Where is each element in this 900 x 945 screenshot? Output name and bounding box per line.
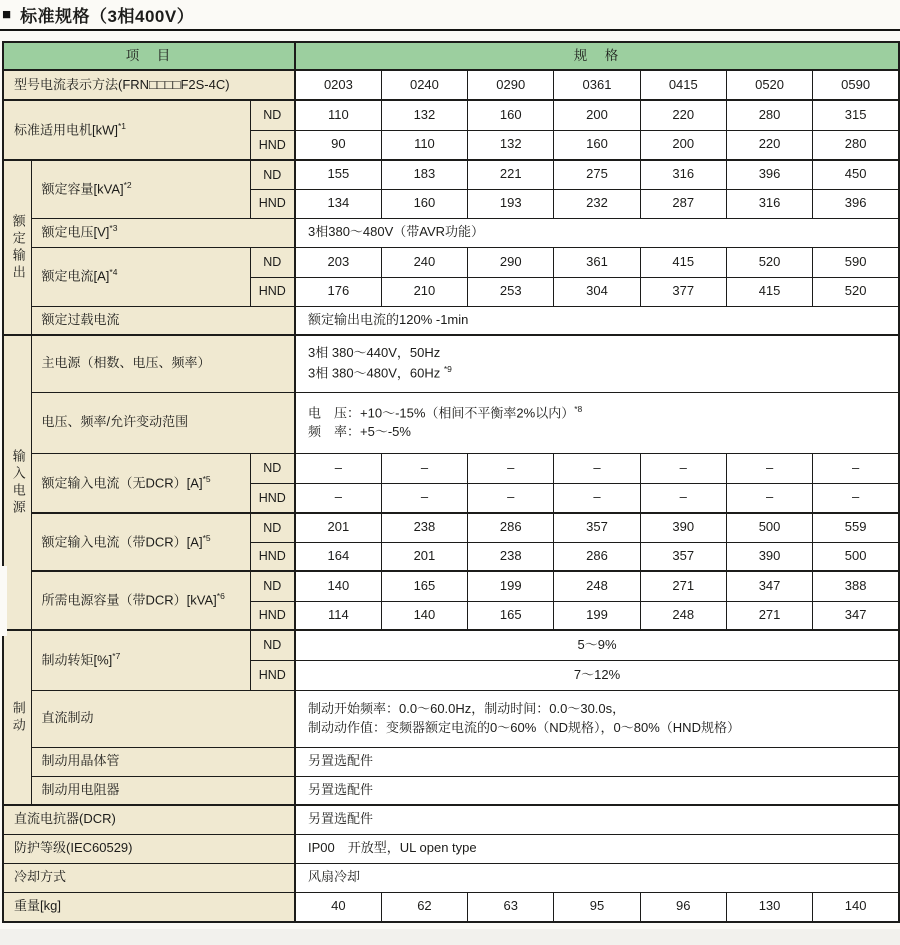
spec-value-cell: 40 [295, 892, 381, 922]
row-braking-torque-nd [3, 630, 899, 660]
row-label-dc-reactor: 直流电抗器(DCR) [3, 805, 295, 834]
spec-value-cell: 238 [381, 513, 467, 542]
mains-line2: 3相 380～480V，60Hz $^{*9}$ [308, 364, 452, 381]
hnd-cell: HND [250, 660, 295, 690]
spec-value-cell: 316 [726, 189, 812, 218]
row-protection [3, 834, 899, 863]
spec-value-cell: 200 [640, 130, 726, 160]
row-overload [3, 306, 899, 335]
braking-torque-nd-value: 5～9% [295, 630, 899, 660]
spec-value-cell: – [726, 453, 812, 483]
row-label-capacity: 额定容量[kVA]$^{*2}$ [31, 160, 250, 218]
page-title-bar [0, 0, 900, 31]
row-required-nd [3, 571, 899, 601]
spec-value-cell: 132 [468, 130, 554, 160]
spec-value-cell: – [295, 453, 381, 483]
hnd-cell: HND [250, 601, 295, 630]
row-label-overload: 额定过载电流 [31, 306, 295, 335]
scan-artifact [0, 566, 7, 636]
row-cooling [3, 863, 899, 892]
protection-value: IP00 开放型，UL open type [295, 834, 899, 863]
spec-value-cell: 63 [468, 892, 554, 922]
spec-value-cell: 232 [554, 189, 640, 218]
row-label-protection: 防护等级(IEC60529) [3, 834, 295, 863]
spec-value-cell: 271 [640, 571, 726, 601]
row-label-model: 型号电流表示方法(FRN□□□□F2S-4C) [3, 70, 295, 100]
row-input-dcr-nd [3, 513, 899, 542]
spec-value-cell: 304 [554, 277, 640, 306]
spec-value-cell: 110 [295, 100, 381, 130]
spec-value-cell: 201 [295, 513, 381, 542]
spec-value-cell: 221 [468, 160, 554, 189]
spec-value-cell: 160 [554, 130, 640, 160]
row-capacity-nd [3, 160, 899, 189]
row-label-weight: 重量[kg] [3, 892, 295, 922]
spec-value-cell: – [468, 483, 554, 513]
spec-value-cell: – [640, 453, 726, 483]
spec-value-cell: 90 [295, 130, 381, 160]
row-mains [3, 335, 899, 392]
spec-value-cell: 280 [726, 100, 812, 130]
page-bottom-strip [0, 929, 900, 945]
spec-value-cell: 248 [554, 571, 640, 601]
spec-value-cell: 200 [554, 100, 640, 130]
mains-value [295, 335, 899, 392]
header-item: 项 目 [3, 42, 295, 70]
row-label-braking-resistor: 制动用电阻器 [31, 776, 295, 805]
spec-value-cell: – [554, 453, 640, 483]
spec-value-cell: 183 [381, 160, 467, 189]
spec-value-cell: 390 [640, 513, 726, 542]
spec-value-cell: 280 [813, 130, 899, 160]
nd-cell: ND [250, 571, 295, 601]
row-motor-nd [3, 100, 899, 130]
spec-value-cell: 248 [640, 601, 726, 630]
spec-value-cell: – [554, 483, 640, 513]
spec-value-cell: – [381, 483, 467, 513]
page-title: 标准规格（3相400V） [20, 7, 195, 26]
row-dc-reactor [3, 805, 899, 834]
spec-value-cell: 347 [726, 571, 812, 601]
spec-value-cell: 0415 [640, 70, 726, 100]
overload-value: 额定输出电流的120% -1min [295, 306, 899, 335]
spec-value-cell: 347 [813, 601, 899, 630]
hnd-cell: HND [250, 542, 295, 571]
nd-cell: ND [250, 453, 295, 483]
row-label-braking-transistor: 制动用晶体管 [31, 747, 295, 776]
row-input-nodcr-nd [3, 453, 899, 483]
spec-value-cell: 500 [813, 542, 899, 571]
tolerance-line1: 电 压：+10～-15%（相间不平衡率2%以内）$^{*8}$ [308, 403, 583, 421]
spec-value-cell: 176 [295, 277, 381, 306]
spec-value-cell: 500 [726, 513, 812, 542]
nd-cell: ND [250, 247, 295, 277]
spec-value-cell: 450 [813, 160, 899, 189]
spec-value-cell: 316 [640, 160, 726, 189]
spec-value-cell: 132 [381, 100, 467, 130]
row-label-required: 所需电源容量（带DCR）[kVA]$^{*6}$ [31, 571, 250, 630]
spec-value-cell: 253 [468, 277, 554, 306]
spec-value-cell: 130 [726, 892, 812, 922]
spec-value-cell: 286 [468, 513, 554, 542]
group-rated-output: 额定输出 [3, 160, 31, 335]
row-label-voltage: 额定电压$[V]^{*3}$ [31, 218, 295, 247]
row-label-current: 额定电流$[A]^{*4}$ [31, 247, 250, 306]
row-label-input-dcr: 额定输入电流（带$DCR)[A]^{*5}$ [31, 513, 250, 571]
spec-value-cell: – [813, 483, 899, 513]
row-model [3, 70, 899, 100]
spec-value-cell: – [381, 453, 467, 483]
header-spec: 规 格 [295, 42, 899, 70]
spec-value-cell: 361 [554, 247, 640, 277]
table-header-row [3, 42, 899, 70]
spec-value-cell: 140 [295, 571, 381, 601]
tolerance-value [295, 392, 899, 453]
spec-value-cell: 286 [554, 542, 640, 571]
spec-value-cell: 62 [381, 892, 467, 922]
spec-value-cell: 415 [726, 277, 812, 306]
spec-value-cell: – [726, 483, 812, 513]
spec-value-cell: 0361 [554, 70, 640, 100]
spec-value-cell: 357 [554, 513, 640, 542]
row-voltage [3, 218, 899, 247]
spec-value-cell: 0203 [295, 70, 381, 100]
mains-line1: 3相 380～440V，50Hz [308, 345, 441, 361]
dc-reactor-value: 另置选配件 [295, 805, 899, 834]
row-label-braking-torque: 制动转矩[%]$^{*7}$ [31, 630, 250, 690]
braking-transistor-value: 另置选配件 [295, 747, 899, 776]
hnd-cell: HND [250, 483, 295, 513]
row-label-mains: 主电源（相数、电压、频率） [31, 335, 295, 392]
spec-value-cell: 0590 [813, 70, 899, 100]
spec-value-cell: 520 [726, 247, 812, 277]
hnd-cell: HND [250, 277, 295, 306]
spec-value-cell: 396 [813, 189, 899, 218]
spec-value-cell: 357 [640, 542, 726, 571]
row-braking-resistor [3, 776, 899, 805]
spec-value-cell: 0290 [468, 70, 554, 100]
cooling-value: 风扇冷却 [295, 863, 899, 892]
spec-value-cell: 240 [381, 247, 467, 277]
spec-value-cell: 110 [381, 130, 467, 160]
spec-value-cell: 160 [468, 100, 554, 130]
row-dc-braking [3, 690, 899, 747]
spec-value-cell: – [640, 483, 726, 513]
title-square-icon: ■ [2, 6, 12, 23]
spec-value-cell: 164 [295, 542, 381, 571]
spec-value-cell: 377 [640, 277, 726, 306]
nd-cell: ND [250, 100, 295, 130]
spec-value-cell: – [468, 453, 554, 483]
spec-value-cell: – [295, 483, 381, 513]
row-tolerance [3, 392, 899, 453]
row-label-tolerance: 电压、频率/允许变动范围 [31, 392, 295, 453]
spec-value-cell: 199 [554, 601, 640, 630]
spec-value-cell: 396 [726, 160, 812, 189]
nd-cell: ND [250, 513, 295, 542]
voltage-value: 3相380～480V（带AVR功能） [295, 218, 899, 247]
row-label-dc-braking: 直流制动 [31, 690, 295, 747]
hnd-cell: HND [250, 130, 295, 160]
spec-value-cell: 165 [381, 571, 467, 601]
spec-value-cell: 210 [381, 277, 467, 306]
spec-value-cell: 140 [813, 892, 899, 922]
spec-table [2, 41, 900, 923]
braking-torque-hnd-value: 7～12% [295, 660, 899, 690]
spec-value-cell: 315 [813, 100, 899, 130]
hnd-cell: HND [250, 189, 295, 218]
row-label-cooling: 冷却方式 [3, 863, 295, 892]
group-braking: 制动 [3, 630, 31, 805]
dc-braking-line2: 制动动作值：变频器额定电流的0～60%（ND规格），0～80%（HND规格） [308, 719, 740, 735]
spec-value-cell: 201 [381, 542, 467, 571]
spec-value-cell: 140 [381, 601, 467, 630]
spec-value-cell: 590 [813, 247, 899, 277]
spec-value-cell: 520 [813, 277, 899, 306]
spec-value-cell: 193 [468, 189, 554, 218]
tolerance-line2: 频 率：+5～-5% [308, 424, 411, 440]
spec-value-cell: 96 [640, 892, 726, 922]
row-current-nd [3, 247, 899, 277]
row-label-motor: 标准适用电机[kW]$^{*1}$ [3, 100, 250, 160]
spec-value-cell: 287 [640, 189, 726, 218]
spec-value-cell: – [813, 453, 899, 483]
nd-cell: ND [250, 160, 295, 189]
braking-resistor-value: 另置选配件 [295, 776, 899, 805]
spec-value-cell: 220 [640, 100, 726, 130]
spec-value-cell: 114 [295, 601, 381, 630]
spec-value-cell: 160 [381, 189, 467, 218]
spec-value-cell: 0240 [381, 70, 467, 100]
spec-value-cell: 203 [295, 247, 381, 277]
spec-value-cell: 290 [468, 247, 554, 277]
row-label-input-nodcr: 额定输入电流（无$DCR)[A]^{*5}$ [31, 453, 250, 513]
spec-value-cell: 95 [554, 892, 640, 922]
spec-value-cell: 155 [295, 160, 381, 189]
spec-value-cell: 134 [295, 189, 381, 218]
spec-value-cell: 0520 [726, 70, 812, 100]
row-weight [3, 892, 899, 922]
spec-value-cell: 415 [640, 247, 726, 277]
spec-value-cell: 238 [468, 542, 554, 571]
spec-value-cell: 559 [813, 513, 899, 542]
row-braking-transistor [3, 747, 899, 776]
spec-value-cell: 220 [726, 130, 812, 160]
dc-braking-value [295, 690, 899, 747]
spec-value-cell: 275 [554, 160, 640, 189]
dc-braking-line1: 制动开始频率：0.0～60.0Hz，制动时间：0.0～30.0s， [308, 700, 626, 716]
spec-value-cell: 199 [468, 571, 554, 601]
spec-value-cell: 390 [726, 542, 812, 571]
spec-value-cell: 271 [726, 601, 812, 630]
spec-value-cell: 165 [468, 601, 554, 630]
nd-cell: ND [250, 630, 295, 660]
group-input-power: 输入电源 [3, 335, 31, 630]
spec-value-cell: 388 [813, 571, 899, 601]
